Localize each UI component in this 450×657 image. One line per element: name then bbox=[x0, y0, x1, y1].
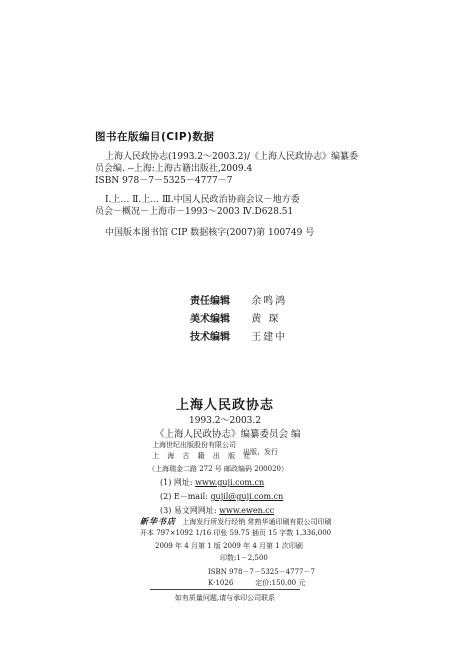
isbn: ISBN 978－7－5325－4777－7 bbox=[208, 568, 315, 576]
contact-label: (1) 网址: bbox=[160, 478, 193, 487]
publisher-group-name: 上海世纪出版股份有限公司 bbox=[152, 441, 236, 449]
contact-ewen bbox=[160, 505, 274, 516]
website-link: www.guji.com.cn bbox=[195, 478, 265, 487]
email-link: gujil@guji.com.cn bbox=[210, 492, 284, 501]
contact-label: (2) E－mail: bbox=[160, 492, 208, 501]
publisher-name: 上 海 古 籍 出 版 社 bbox=[152, 452, 254, 460]
cip-isbn: ISBN 978－7－5325－4777－7 bbox=[95, 176, 233, 186]
distribution-line bbox=[140, 516, 331, 527]
cip-verification-number: 中国版本图书馆 CIP 数据核字(2007)第 100749 号 bbox=[105, 228, 315, 238]
code-and-price bbox=[208, 578, 305, 588]
divider-line bbox=[150, 589, 300, 590]
ewen-link: www.ewen.cc bbox=[219, 506, 275, 515]
credit-name: 余鸣鸿 bbox=[251, 296, 288, 307]
cip-subject-line-1: Ⅰ.上… Ⅱ.上… Ⅲ.中国人民政治协商会议－地方委 bbox=[105, 195, 300, 205]
credit-role: 责任编辑 bbox=[190, 296, 230, 307]
contact-label: (3) 易文网网址: bbox=[160, 506, 217, 515]
print-run: 印数:1－2,500 bbox=[220, 554, 268, 562]
credit-name: 黄 琛 bbox=[251, 314, 281, 325]
distribution-text: 上海发行所发行经销 常熟华通印刷有限公司印刷 bbox=[182, 518, 332, 526]
cip-subject-line-2: 员会－概况－上海市－1993～2003 Ⅳ.D628.51 bbox=[95, 207, 294, 217]
cip-entry-line-2: 员会编. --上海:上海古籍出版社,2009.4 bbox=[95, 164, 253, 174]
edition-info: 2009 年 4 月第 1 版 2009 年 4 月第 1 次印刷 bbox=[155, 542, 303, 550]
credit-role: 美术编辑 bbox=[190, 314, 230, 325]
contact-email bbox=[160, 491, 283, 502]
cip-entry-line-1: 上海人民政协志(1993.2～2003.2)/《上海人民政协志》编纂委 bbox=[105, 152, 359, 162]
credit-row bbox=[190, 292, 287, 310]
credit-name: 王建中 bbox=[251, 332, 288, 343]
credit-row bbox=[190, 310, 287, 328]
book-title: 上海人民政协志 bbox=[175, 398, 274, 413]
book-editor: 《上海人民政协志》编纂委员会 编 bbox=[155, 429, 301, 440]
price: 定价:150.00 元 bbox=[255, 579, 306, 587]
cip-heading: 图书在版编目(CIP)数据 bbox=[95, 131, 215, 143]
book-date-range: 1993.2～2003.2 bbox=[189, 416, 261, 426]
editorial-credits bbox=[190, 292, 287, 346]
contact-website bbox=[160, 477, 264, 488]
publisher-block bbox=[152, 440, 253, 462]
publisher-address: （上海瑞金二路 272 号 邮政编码 200020） bbox=[148, 465, 288, 473]
xinhua-bookstore-logo: 新华书店 bbox=[140, 517, 176, 526]
category-code: K·1026 bbox=[208, 579, 234, 587]
publish-label: 出版、发行 bbox=[243, 448, 278, 456]
credit-role: 技术编辑 bbox=[190, 332, 230, 343]
credit-row bbox=[190, 328, 287, 346]
format-specs: 开本 797×1092 1/16 印张 59.75 插页 15 字数 1,336,000 bbox=[140, 529, 332, 537]
quality-note: 如有质量问题,请与承印公司联系 bbox=[174, 594, 276, 602]
